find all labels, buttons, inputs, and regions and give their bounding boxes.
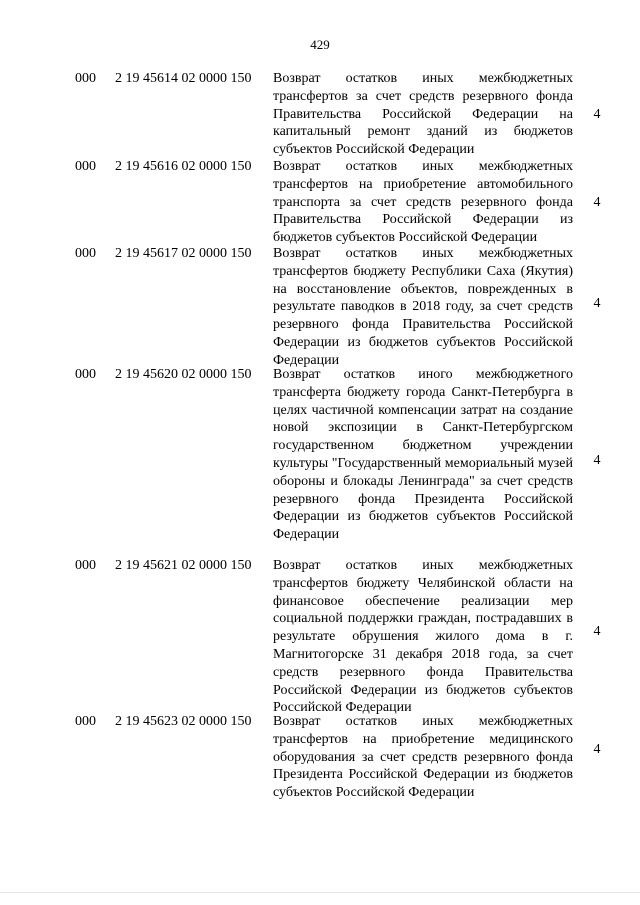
income-description: Возврат остатков иных межбюджетных трансфертов бюджету Республики Саха (Якутия) на восстановление объектов, поврежденных в результате паводков в 2018 году, за счет средств резервного фонда Правительства Российской Федерации из бюджетов субъектов Российской Федерации <box>273 246 573 368</box>
admin-code: 000 <box>75 558 96 573</box>
income-description: Возврат остатков иного межбюджетного трансферта бюджету города Санкт-Петербурга в целях частичной компенсации затрат на создание новой экспозиции в Санкт-Петербургском государственном бюджетном учреждении культуры "Государственный мемориальный музей обороны и блокады Ленинграда" за счет средств резервного фонда Президента Российской Федерации из бюджетов субъектов Российской Федерации <box>273 367 573 543</box>
admin-code: 000 <box>75 246 96 261</box>
allocation-norm: 4 <box>593 107 601 122</box>
budget-classification-code: 2 19 45616 02 0000 150 <box>115 159 252 174</box>
income-description: Возврат остатков иных межбюджетных трансфертов за счет средств резервного фонда Правительства Российской Федерации на капитальный ремонт зданий из бюджетов субъектов Российской Федерации <box>273 71 573 158</box>
income-description: Возврат остатков иных межбюджетных трансфертов на приобретение медицинского оборудования за счет средств резервного фонда Президента Российской Федерации из бюджетов субъектов Российской Федерации <box>273 714 573 801</box>
budget-classification-code: 2 19 45620 02 0000 150 <box>115 367 252 382</box>
budget-classification-code: 2 19 45623 02 0000 150 <box>115 714 252 729</box>
budget-classification-code: 2 19 45614 02 0000 150 <box>115 71 252 86</box>
budget-classification-code: 2 19 45617 02 0000 150 <box>115 246 252 261</box>
page-number: 429 <box>310 37 330 52</box>
income-description: Возврат остатков иных межбюджетных трансфертов на приобретение автомобильного транспорта за счет средств резервного фонда Правительства Российской Федерации из бюджетов субъектов Российской Федерации <box>273 159 573 246</box>
allocation-norm: 4 <box>593 453 601 468</box>
allocation-norm: 4 <box>593 624 601 639</box>
admin-code: 000 <box>75 159 96 174</box>
admin-code: 000 <box>75 367 96 382</box>
allocation-norm: 4 <box>593 296 601 311</box>
admin-code: 000 <box>75 71 96 86</box>
allocation-norm: 4 <box>593 742 601 757</box>
allocation-norm: 4 <box>593 195 601 210</box>
admin-code: 000 <box>75 714 96 729</box>
income-description: Возврат остатков иных межбюджетных трансфертов бюджету Челябинской области на финансовое обеспечение реализации мер социальной поддержки граждан, пострадавших в результате обрушения жилого дома в г. Магнитогорске 31 декабря 2018 года, за счет средств резервного фонда Правительства Российской Федерации из бюджетов субъектов Российской Федерации <box>273 558 573 716</box>
budget-classification-code: 2 19 45621 02 0000 150 <box>115 558 252 573</box>
scan-edge-divider <box>0 892 640 893</box>
